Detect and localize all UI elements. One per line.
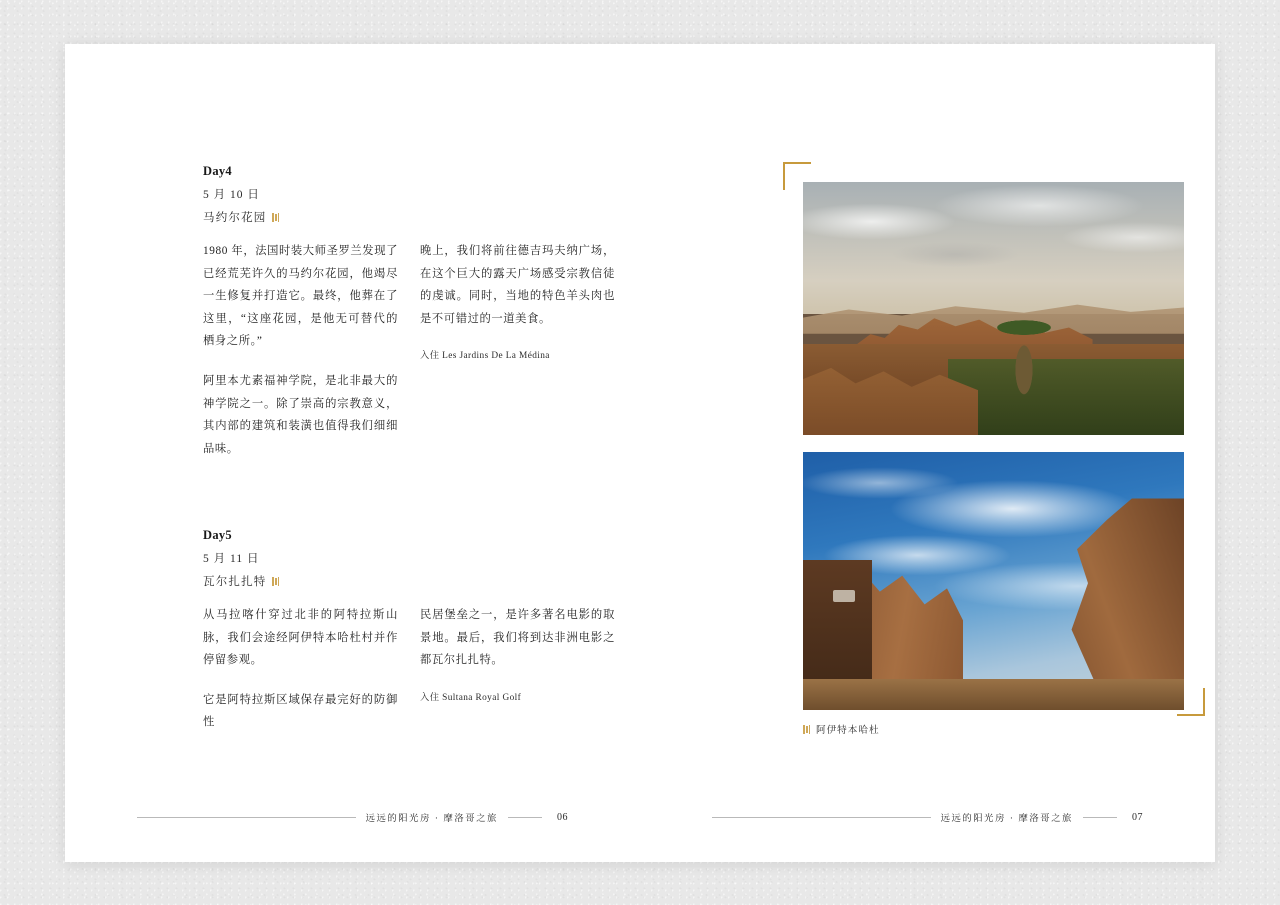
day-place-label: 马约尔花园 xyxy=(203,212,267,224)
text-column-1 xyxy=(203,604,398,734)
day-date: 5 月 11 日 xyxy=(203,553,260,565)
hotel-note: 入住 Les Jardins De La Médina xyxy=(420,351,550,362)
entry-body-day4 xyxy=(203,240,615,477)
day-date: 5 月 10 日 xyxy=(203,189,260,201)
left-page xyxy=(65,44,640,862)
day-title: Day5 xyxy=(203,528,232,542)
page-number: 07 xyxy=(1132,811,1143,823)
paragraph: 它是阿特拉斯区域保存最完好的防御性 xyxy=(203,693,398,729)
paragraph: 阿里本尤素福神学院，是北非最大的神学院之一。除了崇高的宗教意义，其内部的建筑和装潢也值得我们细细品味。 xyxy=(203,374,398,455)
seal-icon xyxy=(272,577,279,586)
caption-label: 阿伊特本哈杜 xyxy=(816,725,880,736)
day-place xyxy=(203,209,279,225)
entry-header-day4 xyxy=(203,164,279,225)
paragraph: 民居堡垒之一，是许多著名电影的取景地。最后，我们将到达非洲电影之都瓦尔扎扎特。 xyxy=(420,609,615,667)
footer-rule xyxy=(137,817,356,818)
photo-caption xyxy=(803,722,880,736)
text-column-2 xyxy=(420,240,615,477)
right-page xyxy=(640,44,1215,862)
photo-palm-tree xyxy=(978,317,1070,405)
day-title: Day4 xyxy=(203,164,232,178)
footer-title: 远远的阳光房 · 摩洛哥之旅 xyxy=(940,814,1073,824)
footer-rule xyxy=(712,817,931,818)
day-place-label: 瓦尔扎扎特 xyxy=(203,576,267,588)
right-page-footer xyxy=(712,810,1143,824)
text-column-2 xyxy=(420,604,615,734)
footer-rule xyxy=(508,817,542,818)
seal-icon xyxy=(803,725,810,734)
page-number: 06 xyxy=(557,811,568,823)
footer-rule xyxy=(1083,817,1117,818)
text-column-1 xyxy=(203,240,398,477)
ruins-blue-sky-photo xyxy=(803,452,1184,710)
photo-ground xyxy=(803,679,1184,710)
footer-title: 远远的阳光房 · 摩洛哥之旅 xyxy=(365,814,498,824)
paragraph: 1980 年，法国时装大师圣罗兰发现了已经荒芜许久的马约尔花园，他竭尽一生修复并打造它。最终，他葬在了这里，“这座花园，是他无可替代的栖身之所。” xyxy=(203,245,398,348)
seal-icon xyxy=(272,213,279,222)
kasbah-desert-photo xyxy=(803,182,1184,435)
left-page-footer xyxy=(137,810,568,824)
entry-header-day5 xyxy=(203,528,279,589)
day-place xyxy=(203,573,279,589)
photo-wall-window xyxy=(833,590,855,602)
photo-clouds xyxy=(803,182,1184,314)
entry-body-day5 xyxy=(203,604,615,734)
paragraph: 从马拉喀什穿过北非的阿特拉斯山脉，我们会途经阿伊特本哈杜村并作停留参观。 xyxy=(203,609,398,667)
paragraph: 晚上，我们将前往德吉玛夫纳广场，在这个巨大的露天广场感受宗教信徒的虔诚。同时，当地的特色羊头肉也是不可错过的一道美食。 xyxy=(420,245,615,325)
hotel-note: 入住 Sultana Royal Golf xyxy=(420,692,522,703)
magazine-spread xyxy=(65,44,1215,862)
